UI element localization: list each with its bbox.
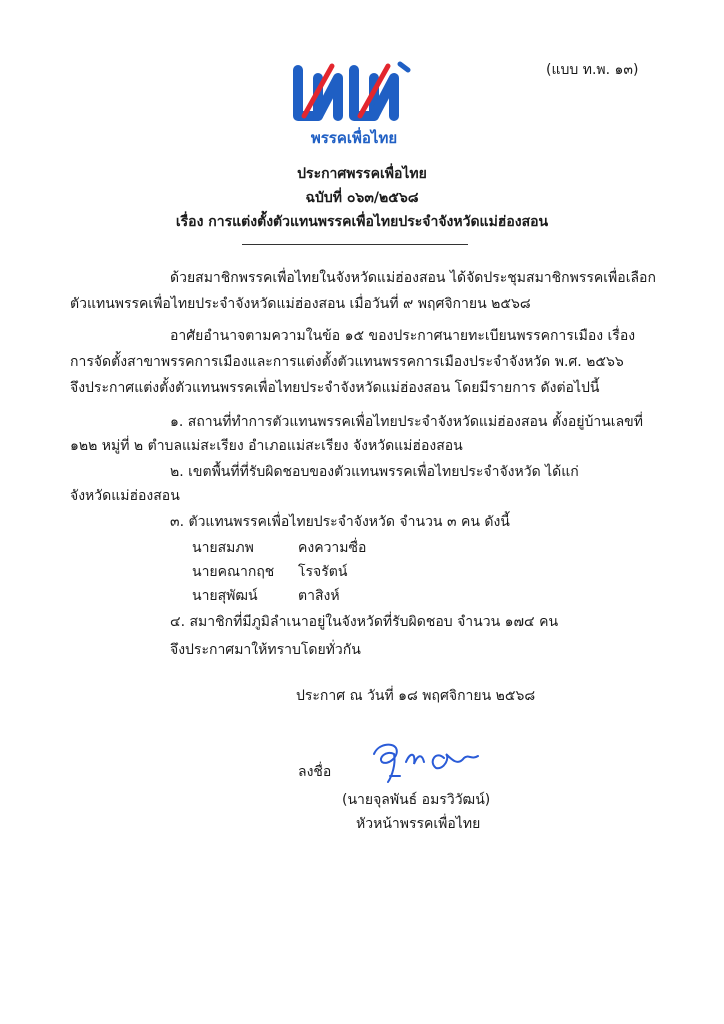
para1-line2: ตัวแทนพรรคเพื่อไทยประจำจังหวัดแม่ฮ่องสอน เมื่อวันที่ ๙ พฤศจิกายน ๒๕๖๘ (70, 296, 531, 312)
handwritten-signature (366, 736, 486, 786)
item4: ๔. สมาชิกที่มีภูมิลำเนาอยู่ในจังหวัดที่รับผิดชอบ จำนวน ๑๗๔ คน (170, 614, 559, 630)
header-divider (242, 244, 468, 245)
para2-line3: จึงประกาศแต่งตั้งตัวแทนพรรคเพื่อไทยประจำจังหวัดแม่ฮ่องสอน โดยมีรายการ ดังต่อไปนี้ (70, 380, 600, 396)
para1-line1: ด้วยสมาชิกพรรคเพื่อไทยในจังหวัดแม่ฮ่องสอน ได้จัดประชุมสมาชิกพรรคเพื่อเลือก (170, 270, 656, 286)
form-code: (แบบ ท.พ. ๑๓) (546, 62, 639, 78)
signer-name: (นายจุลพันธ์ อมรวิวัฒน์) (342, 792, 491, 808)
rep-last-name: ตาสิงห์ (298, 588, 340, 604)
item1-line2: ๑๒๒ หมู่ที่ ๒ ตำบลแม่สะเรียง อำเภอแม่สะเรียง จังหวัดแม่ฮ่องสอน (70, 438, 463, 454)
para2-line1: อาศัยอำนาจตามความในข้อ ๑๕ ของประกาศนายทะเบียนพรรคการเมือง เรื่อง (170, 328, 636, 344)
party-logo (292, 56, 416, 150)
item2-line2: จังหวัดแม่ฮ่องสอน (70, 488, 180, 504)
announce-date: ประกาศ ณ วันที่ ๑๘ พฤศจิกายน ๒๕๖๘ (296, 688, 536, 704)
signature-icon (366, 736, 486, 786)
announcement-title: ประกาศพรรคเพื่อไทย (297, 166, 427, 182)
rep-first-name: นายคณากฤช (192, 564, 275, 580)
item2-line1: ๒. เขตพื้นที่ที่รับผิดชอบของตัวแทนพรรคเพื่อไทยประจำจังหวัด ได้แก่ (170, 464, 579, 480)
signer-title: หัวหน้าพรรคเพื่อไทย (356, 816, 481, 832)
rep-first-name: นายสมภพ (192, 540, 254, 556)
rep-last-name: โรจรัตน์ (298, 564, 348, 580)
para2-line2: การจัดตั้งสาขาพรรคการเมืองและการแต่งตั้งตัวแทนพรรคการเมืองประจำจังหวัด พ.ศ. ๒๕๖๖ (70, 354, 624, 370)
rep-first-name: นายสุพัฒน์ (192, 588, 258, 604)
item3: ๓. ตัวแทนพรรคเพื่อไทยประจำจังหวัด จำนวน ๓ คน ดังนี้ (170, 514, 510, 530)
announcement-subject: เรื่อง การแต่งตั้งตัวแทนพรรคเพื่อไทยประจำจังหวัดแม่ฮ่องสอน (175, 214, 549, 230)
item1-line1: ๑. สถานที่ทำการตัวแทนพรรคเพื่อไทยประจำจังหวัดแม่ฮ่องสอน ตั้งอยู่บ้านเลขที่ (170, 414, 643, 430)
sign-label: ลงชื่อ (298, 764, 332, 780)
rep-last-name: คงความซื่อ (298, 540, 367, 556)
closing-text: จึงประกาศมาให้ทราบโดยทั่วกัน (170, 642, 361, 658)
party-wordmark: พรรคเพื่อไทย (310, 129, 398, 147)
announcement-number: ฉบับที่ ๐๖๓/๒๕๖๘ (305, 190, 419, 206)
